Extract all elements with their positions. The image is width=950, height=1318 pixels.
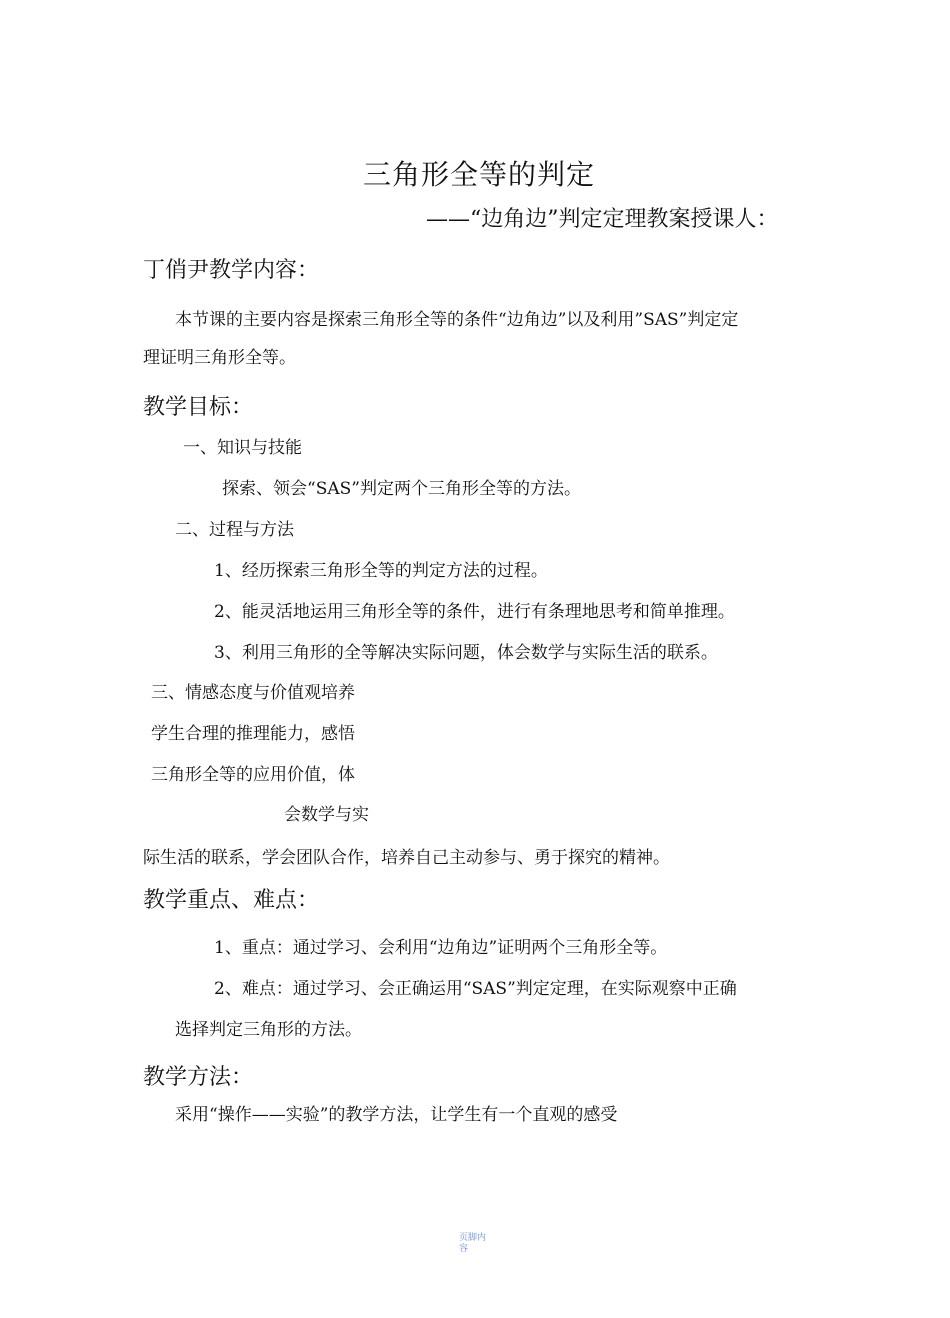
goals-heading: 教学目标： <box>143 395 254 420</box>
goal3-line-2: 三角形全等的应用价值，体 <box>151 765 355 785</box>
goal2-item-1: 1、经历探索三角形全等的判定方法的过程。 <box>214 561 548 581</box>
document-subtitle: ——“边角边”判定定理教案授课人： <box>426 207 779 232</box>
content-paragraph-line-1: 本节课的主要内容是探索三角形全等的条件“边角边”以及利用”SAS”判定定 <box>175 310 739 330</box>
key-point-1: 1、重点：通过学习、会利用“边角边”证明两个三角形全等。 <box>214 938 668 958</box>
goal2-heading: 二、过程与方法 <box>175 520 294 540</box>
goal1-text: 探索、领会“SAS”判定两个三角形全等的方法。 <box>222 479 581 499</box>
goal3-line-3: 会数学与实 <box>284 805 369 825</box>
method-text: 采用“操作——实验”的教学方法，让学生有一个直观的感受 <box>175 1105 618 1125</box>
teacher-line: 丁俏尹教学内容： <box>143 258 320 283</box>
goal3-line-1: 学生合理的推理能力，感悟 <box>151 724 355 744</box>
method-heading: 教学方法： <box>143 1065 254 1090</box>
goal2-item-2: 2、能灵活地运用三角形全等的条件，进行有条理地思考和简单推理。 <box>214 602 735 622</box>
page-footer: 页脚内容 <box>459 1233 487 1254</box>
goal1-heading: 一、知识与技能 <box>183 438 302 458</box>
key-point-2-line-1: 2、难点：通过学习、会正确运用“SAS”判定定理，在实际观察中正确 <box>214 979 737 999</box>
content-paragraph-line-2: 理证明三角形全等。 <box>143 348 296 368</box>
key-point-2-line-2: 选择判定三角形的方法。 <box>175 1020 362 1040</box>
goal2-item-3: 3、利用三角形的全等解决实际问题，体会数学与实际生活的联系。 <box>214 643 718 663</box>
goal3-heading: 三、情感态度与价值观培养 <box>151 683 355 703</box>
document-title: 三角形全等的判定 <box>363 158 596 191</box>
keypoints-heading: 教学重点、难点： <box>143 888 320 913</box>
goal3-line-4: 际生活的联系，学会团队合作，培养自己主动参与、勇于探究的精神。 <box>143 848 670 868</box>
